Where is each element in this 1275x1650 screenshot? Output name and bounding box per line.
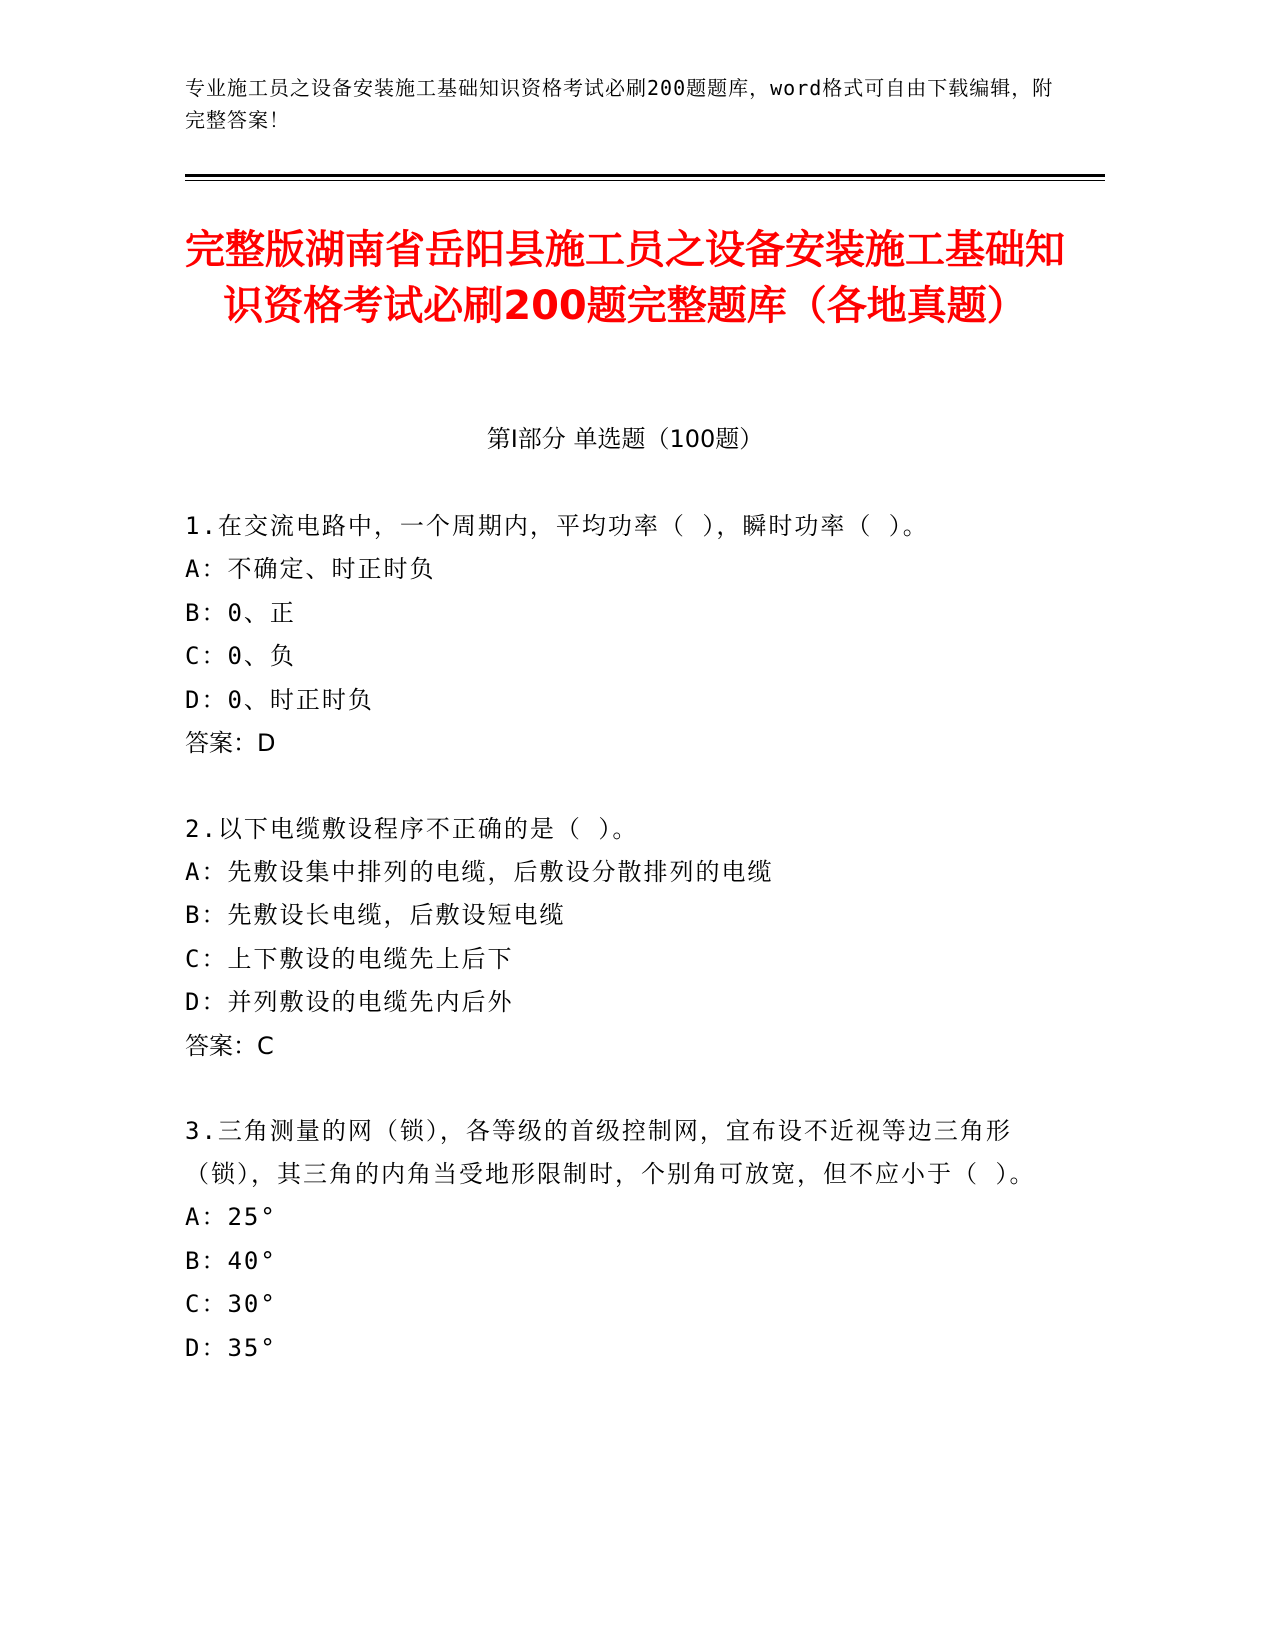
question-stem: 3.三角测量的网（锁），各等级的首级控制网，宜布设不近视等边三角形（锁），其三角的内角当受地形限制时，个别角可放宽，但不应小于（ ）。: [185, 1117, 1036, 1188]
answer: 答案：C: [185, 1031, 274, 1060]
question-2: [185, 808, 1065, 1069]
option-c: C：上下敷设的电缆先上后下: [185, 944, 514, 973]
option-b: B：先敷设长电缆，后敷设短电缆: [185, 901, 566, 929]
question-3: [185, 1110, 1065, 1370]
option-b: B：40°: [185, 1246, 277, 1275]
header-rule-thick: [185, 174, 1105, 177]
header-note: 专业施工员之设备安装施工基础知识资格考试必刷200题题库，word格式可自由下载编辑，附完整答案！: [185, 76, 1054, 132]
question-1: [185, 505, 1065, 766]
option-d: D：0、时正时负: [185, 685, 374, 714]
option-a: A：不确定、时正时负: [185, 555, 436, 583]
option-c: C：0、负: [185, 642, 296, 670]
option-c: C：30°: [185, 1290, 277, 1318]
question-stem: 1.在交流电路中，一个周期内，平均功率（ ），瞬时功率（ ）。: [185, 512, 929, 540]
header-rule-thin: [185, 180, 1105, 181]
document-title: 完整版湖南省岳阳县施工员之设备安装施工基础知识资格考试必刷200题完整题库（各地真题）: [185, 227, 1065, 329]
option-d: D：35°: [185, 1333, 277, 1362]
option-a: A：先敷设集中排列的电缆，后敷设分散排列的电缆: [185, 857, 774, 886]
question-list: [185, 505, 1065, 1412]
question-stem: 2.以下电缆敷设程序不正确的是（ ）。: [185, 814, 639, 843]
option-d: D：并列敷设的电缆先内后外: [185, 988, 514, 1016]
option-b: B：0、正: [185, 598, 296, 627]
answer: 答案：D: [185, 729, 276, 757]
section-title: 第I部分 单选题（100题）: [486, 425, 764, 453]
option-a: A：25°: [185, 1203, 277, 1231]
